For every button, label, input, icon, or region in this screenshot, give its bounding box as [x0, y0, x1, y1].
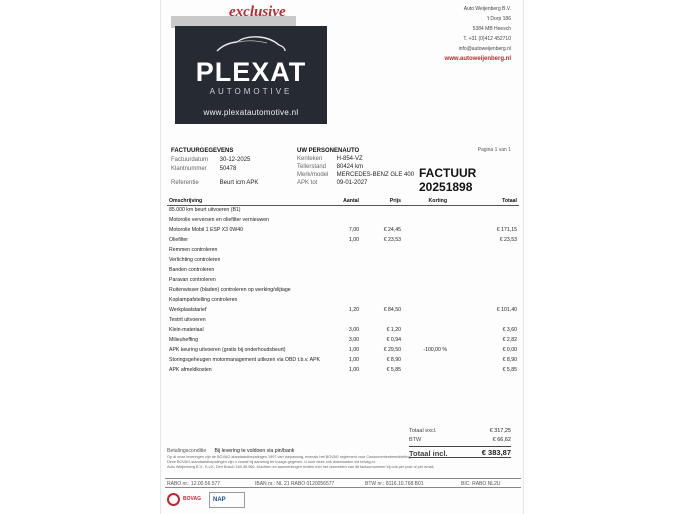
plate-value: H-854-VZ [336, 156, 363, 162]
header-quantity: Aantal [343, 198, 359, 204]
company-address [445, 4, 511, 64]
table-row [167, 366, 519, 376]
table-row [167, 266, 519, 276]
payment-label: Betalingsconditie [167, 448, 207, 454]
fine-print-line: Auto Weijenberg B.V., K.v.K. Den Bosch 160.36.966. Klachten en aanmerkingen richten met het vermelden van dit factuurnummer bij ons per post of per email. [167, 465, 435, 469]
cell-disc: -100,00 % [423, 347, 447, 353]
bovag-badge [167, 491, 203, 509]
cell-price: € 5,85 [386, 367, 401, 373]
logo-subtitle: AUTOMOTIVE [209, 87, 293, 96]
invoice-details-title: FACTUURGEGEVENS [171, 148, 234, 154]
table-row [167, 286, 519, 296]
cell-desc: Oliefilter [169, 237, 189, 243]
model-value: MERCEDES-BENZ GLE 400 [336, 172, 415, 178]
client-number-row [171, 165, 301, 174]
cell-desc: APK afmeldkosten [169, 367, 212, 373]
brand-exclusive-text: exclusive [229, 4, 286, 20]
total-excl-label: Totaal excl. [409, 428, 437, 434]
cell-price: € 29,50 [383, 347, 401, 353]
cell-desc: Motorolie verversen en oliefilter vernieuwen [169, 217, 270, 223]
km-row [297, 163, 427, 171]
cell-tot: € 2,82 [502, 337, 517, 343]
cell-price: € 84,50 [383, 307, 401, 313]
plate-label: Kenteken [297, 156, 323, 162]
btw-value: € 66,62 [492, 437, 511, 443]
apk-label: APK tot [297, 180, 318, 186]
logo-name: PLEXAT [195, 57, 307, 87]
certification-badges [167, 491, 267, 511]
apk-value: 09-01-2027 [336, 180, 368, 186]
table-row [167, 246, 519, 256]
header-description: Omschrijving [169, 198, 203, 204]
invoice-date-value: 30-12-2025 [219, 157, 251, 163]
cell-qty: 3,00 [348, 327, 359, 333]
cell-tot: € 5,85 [502, 367, 517, 373]
table-row [167, 316, 519, 326]
cell-qty: 1,20 [348, 307, 359, 313]
invoice-date-row [171, 156, 301, 165]
btw-number: BTW nr.: 8116.10.768.B01 [365, 481, 424, 487]
km-value: 80424 km [336, 164, 364, 170]
cell-desc: Remmen controleren [169, 247, 218, 253]
table-row [167, 236, 519, 246]
vehicle-details-title: UW PERSONENAUTO [297, 148, 360, 154]
cell-tot: € 3,60 [502, 327, 517, 333]
model-row [297, 171, 427, 179]
cell-desc: Verlichting controleren [169, 257, 221, 263]
bovag-logo-icon [167, 493, 180, 506]
cell-qty: 1,00 [348, 347, 359, 353]
car-silhouette-icon [215, 34, 287, 54]
cell-tot: € 8,90 [502, 357, 517, 363]
cell-desc: Paravan controleren [169, 277, 216, 283]
table-row [167, 306, 519, 316]
table-row [167, 336, 519, 346]
payment-condition [167, 448, 417, 454]
cell-desc: Banden controleren [169, 267, 215, 273]
btw-row [409, 437, 511, 446]
cell-price: € 8,90 [386, 357, 401, 363]
cell-qty: 1,00 [348, 357, 359, 363]
cell-desc: APK keuring uitvoeren (gratis bij onderhoudsbeurt) [169, 347, 286, 353]
plate-row [297, 155, 427, 163]
brand-banner [171, 4, 296, 28]
fine-print-line: Op al onze leveringen zijn de BOVAG-standaardbepalingen 1997 van toepassing, evenals het BOVAG reglement voor Consumentenbemiddeling. [167, 455, 412, 459]
table-row [167, 276, 519, 286]
rabo-number: RABO nr.: 12.00.56.577 [167, 481, 221, 487]
total-incl-label: Totaal incl. [409, 449, 448, 458]
cell-price: € 23,53 [383, 237, 401, 243]
line-items-table [167, 197, 519, 376]
invoice-sheet [160, 0, 524, 514]
cell-qty: 1,00 [348, 367, 359, 373]
table-row [167, 356, 519, 366]
invoice-date-label: Factuurdatum [171, 157, 209, 163]
cell-price: € 24,45 [383, 227, 401, 233]
table-row [167, 216, 519, 226]
nap-badge [209, 492, 245, 508]
cell-desc: Koplampafstelling controleren [169, 297, 238, 303]
cell-qty: 3,00 [348, 337, 359, 343]
reference-label: Referentie [171, 180, 199, 186]
model-label: Merk/model [297, 172, 329, 178]
totals-block [409, 428, 511, 458]
company-phone: T. +31 (0)412 452710 [463, 36, 511, 42]
fine-print-line: Deze BOVAG-standaardbepalingen zijn u vooraf bij aanvang ter inzage gegeven. U kunt deze ook downloaden via bovag.nl. [167, 460, 376, 464]
client-number-value: 50478 [219, 166, 237, 172]
cell-qty: 1,00 [348, 237, 359, 243]
km-label: Tellerstand [297, 164, 327, 170]
cell-tot: € 101,40 [496, 307, 517, 313]
cell-tot: € 0,00 [502, 347, 517, 353]
total-incl-row [409, 446, 511, 458]
nap-label: NAP [213, 497, 226, 503]
table-row [167, 326, 519, 336]
page-number: Pagina 1 van 1 [477, 147, 511, 153]
bovag-label: BOVAG [183, 496, 201, 502]
cell-desc: Testrit uitvoeren [169, 317, 206, 323]
total-excl-value: € 317,25 [489, 428, 511, 434]
company-city: 5384 MB Heesch [472, 26, 511, 32]
cell-desc: Storingsgeheugen motormanagement uitlezen via OBD t.b.v. APK [169, 357, 321, 363]
invoice-title: FACTUUR 20251898 [419, 166, 477, 194]
table-row [167, 296, 519, 306]
cell-price: € 0,94 [386, 337, 401, 343]
invoice-details [171, 147, 301, 174]
company-website: www.autoweijenberg.nl [444, 56, 511, 62]
cell-desc: Werkplaatstarief [169, 307, 207, 313]
plexat-logo [175, 26, 327, 124]
cell-tot: € 23,53 [499, 237, 517, 243]
cell-desc: Motorolie Mobil 1 ESP X3 0W40 [169, 227, 244, 233]
reference-row [171, 180, 258, 186]
cell-desc: Klein-materiaal [169, 327, 204, 333]
logo-url: www.plexatautomotive.nl [203, 108, 299, 117]
header-total: Totaal [502, 198, 517, 204]
cell-tot: € 171,15 [496, 227, 517, 233]
payment-value: Bij levering te voldoen via pin/bank [214, 448, 295, 454]
header-discount: Korting [428, 198, 447, 204]
company-email: info@autoweijenberg.nl [458, 46, 511, 52]
total-incl-value: € 383,87 [481, 448, 511, 457]
table-row [167, 226, 519, 236]
cell-desc: Ruitenwisser (bladen) controleren op werking/slijtage [169, 287, 291, 293]
cell-price: € 1,20 [386, 327, 401, 333]
btw-label: BTW [409, 437, 422, 443]
header-price: Prijs [389, 198, 401, 204]
table-header [167, 197, 519, 206]
table-row [167, 206, 519, 216]
table-row [167, 256, 519, 266]
cell-desc: Milieuheffing [169, 337, 199, 343]
apk-row [297, 179, 427, 187]
company-name: Auto Weijenberg B.V. [463, 6, 511, 12]
table-row [167, 346, 519, 356]
vehicle-details [297, 147, 427, 187]
iban-number: IBAN nr.: NL 21 RABO 0120056577 [255, 481, 335, 487]
bank-details [165, 478, 521, 488]
bic-code: BIC: RABO NL2U [461, 481, 501, 487]
table-body [167, 206, 519, 376]
client-number-label: Klantnummer [171, 166, 207, 172]
total-excl-row [409, 428, 511, 437]
cell-qty: 7,00 [348, 227, 359, 233]
reference-value: Beurt icm APK [219, 180, 259, 186]
cell-desc: 85.000 km beurt uitvoeren (B1) [169, 207, 241, 213]
company-street: 't Dorp 186 [486, 16, 511, 22]
